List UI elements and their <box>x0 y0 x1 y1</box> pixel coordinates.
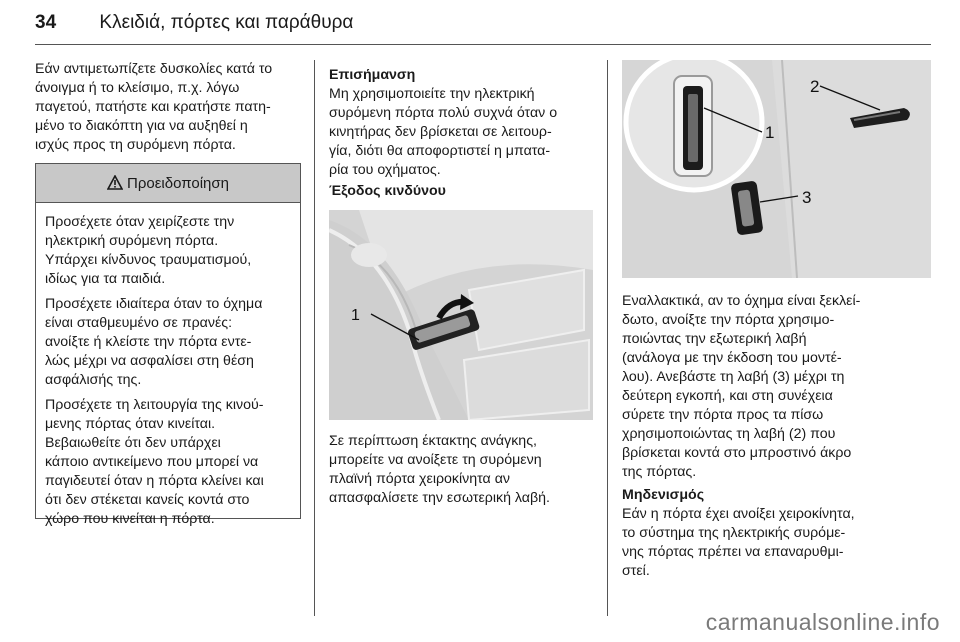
emergency-title: Έξοδος κινδύνου <box>329 183 446 199</box>
warning-header <box>36 164 300 203</box>
reset-title: Μηδενισμός <box>622 487 705 503</box>
warning-body <box>36 203 300 529</box>
door-handles-illustration <box>622 60 931 278</box>
image-label-1: 1 <box>351 307 360 324</box>
notice-title: Επισήμανση <box>329 67 416 83</box>
door-handles-image <box>622 60 931 278</box>
notice-text: Μη χρησιμοποιείτε την ηλεκτρική συρόμενη πόρτα πολύ συχνά όταν ο κινητήρας δεν βρίσκεται σε λειτουρ- γία, διότι θα αποφορτιστεί η μπατα- ρία του οχήματος. <box>329 86 558 178</box>
image-label-2: 2 <box>810 77 820 96</box>
header-rule <box>35 44 931 45</box>
emergency-handle-illustration <box>329 210 593 420</box>
page-header <box>35 12 353 34</box>
warning-paragraph-2: Προσέχετε ιδιαίτερα όταν το όχημα είναι σταθμευμένο σε πρανές: ανοίξτε ή κλείστε την πόρτα εντε- λώς μέχρι να ασφαλίσει στη θέση ασφάλισής της. <box>45 296 263 388</box>
image-label-1: 1 <box>765 123 775 142</box>
image-label-3: 3 <box>802 188 812 207</box>
caption-text: Σε περίπτωση έκτακτης ανάγκης, μπορείτε να ανοίξετε τη συρόμενη πλαϊνή πόρτα χειροκίνητα αν απασφαλίσετε την εσωτερική λαβή. <box>329 433 550 506</box>
warning-box <box>35 163 301 527</box>
warning-title: Προειδοποίηση <box>127 174 229 192</box>
outside-handle-text: Εναλλακτικά, αν το όχημα είναι ξεκλεί- δωτο, ανοίξτε την πόρτα χρησιμο- ποιώντας την εξωτερική λαβή (ανάλογα με την έκδοση του μοντέ- λου). Ανεβάστε τη λαβή (3) μέχρι τη δεύτερη εγκοπή, και στη συνέχεια σύρετε την πόρτα προς τα πίσω χρησιμοποιώντας τη λαβή (2) που βρίσκεται κοντά στο μπροστινό άκρο της πόρτας. <box>622 293 861 480</box>
intro-text: Εάν αντιμετωπίζετε δυσκολίες κατά το άνοιγμα ή το κλείσιμο, π.χ. λόγω παγετού, πατήστε και κρατήστε πατη- μένο το διακόπτη για να αυξηθεί η ισχύς προς τη συρόμενη πόρτα. <box>35 61 273 153</box>
watermark: carmanualsonline.info <box>705 609 940 635</box>
reset-text: Εάν η πόρτα έχει ανοίξει χειροκίνητα, το σύστημα της ηλεκτρικής συρόμε- νης πόρτας πρέπει να επαναρυθμι- στεί. <box>622 506 855 579</box>
page-title: Κλειδιά, πόρτες και παράθυρα <box>99 12 354 33</box>
page-number: 34 <box>35 12 57 33</box>
warning-paragraph-1: Προσέχετε όταν χειρίζεστε την ηλεκτρική συρόμενη πόρτα. Υπάρχει κίνδυνος τραυματισμού, ιδίως για τα παιδιά. <box>45 214 252 287</box>
emergency-handle-image <box>329 210 593 420</box>
middle-caption <box>329 432 595 508</box>
warning-icon <box>107 175 123 191</box>
column-divider-2 <box>607 60 608 616</box>
left-intro <box>35 60 299 155</box>
middle-notice <box>329 66 595 180</box>
warning-paragraph-3: Προσέχετε τη λειτουργία της κινού- μενης πόρτας όταν κινείται. Βεβαιωθείτε ότι δεν υπάρχει κάποιο αντικείμενο που μπορεί να παγιδευτεί όταν η πόρτα κλείνει και ότι δεν στέκεται κανείς κοντά στο χώρο που κινείται η πόρτα. <box>45 397 264 527</box>
column-divider-1 <box>314 60 315 616</box>
reset-section <box>622 486 931 581</box>
right-text <box>622 292 931 482</box>
